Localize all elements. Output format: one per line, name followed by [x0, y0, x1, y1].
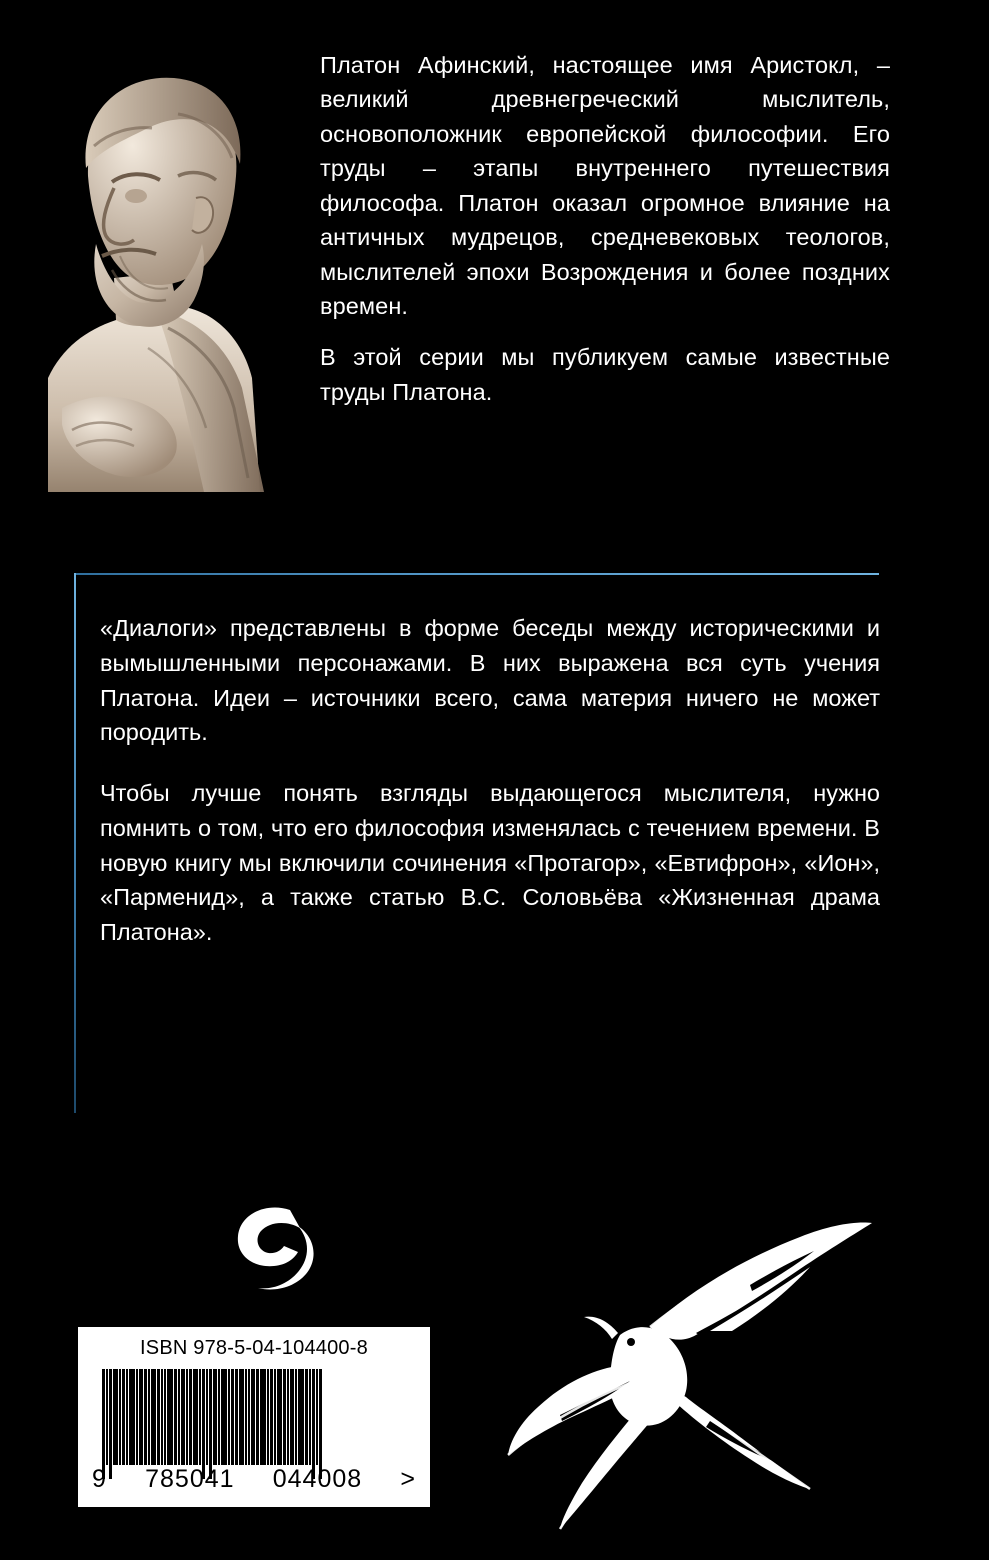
- eksmo-publisher-logo: [228, 1196, 320, 1296]
- plato-bust-image: [28, 48, 275, 492]
- barcode-bars: [102, 1369, 406, 1465]
- author-section: [0, 0, 989, 530]
- annotation-paragraph: Чтобы лучше понять взгляды выдающегося мыслителя, нужно помнить о том, что его философия изменялась с течением времени. В новую книгу мы включили сочинения «Протагор», «Евтифрон», «Ион», «Парменид», а также статью В.С. Соловьёва «Жизненная драма Платона».: [100, 780, 880, 946]
- swallow-bird-illustration: [500, 1215, 900, 1535]
- accent-rule-top: [74, 573, 879, 575]
- barcode: [78, 1327, 430, 1507]
- intro-paragraph: В этой серии мы публикуем самые известные труды Платона.: [320, 344, 890, 405]
- intro-paragraph: Платон Афинский, настоящее имя Аристокл, – великий древнегреческий мыслитель, основоположник европейской философии. Его труды – этапы внутреннего путешествия философа. Платон оказал огромное влияние на античных мудрецов, средневековых теологов, мыслителей эпохи Возрождения и более поздних времен.: [320, 52, 890, 319]
- barcode-digit-group-1: 785041: [145, 1465, 235, 1493]
- barcode-digit-left: 9: [92, 1465, 107, 1493]
- annotation-text: [100, 611, 880, 950]
- isbn-label: ISBN 978-5-04-104400-8: [140, 1337, 368, 1359]
- accent-rule-left: [74, 573, 76, 1113]
- barcode-digit-right: >: [400, 1465, 416, 1493]
- barcode-digit-group-2: 044008: [272, 1465, 363, 1493]
- author-intro-text: [320, 48, 890, 409]
- barcode-digits: [86, 1465, 422, 1494]
- annotation-paragraph: «Диалоги» представлены в форме беседы между историческими и вымышленными персонажами. В них выражена вся суть учения Платона. Идеи – источники всего, сама материя ничего не может породить.: [100, 615, 880, 746]
